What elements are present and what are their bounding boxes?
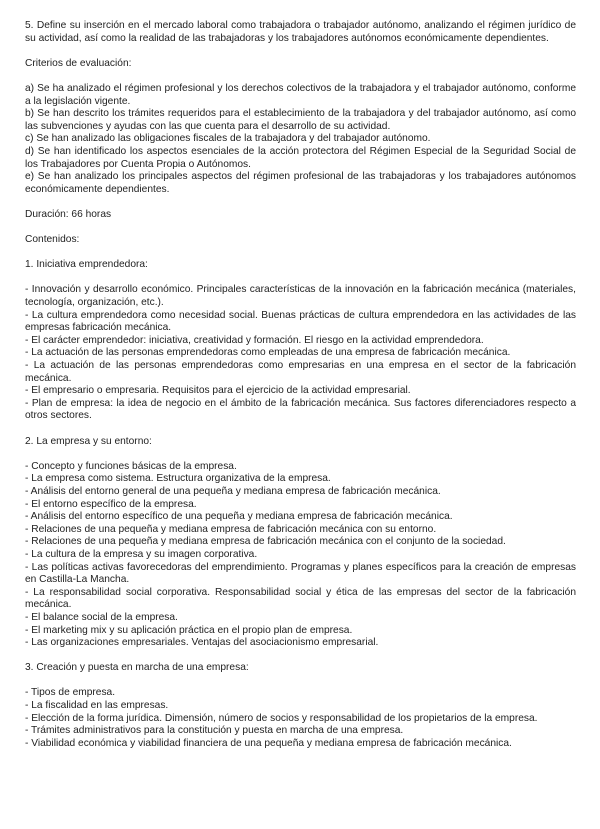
criterion-item: b) Se han descrito los trámites requeridos para el establecimiento de la trabajadora y del trabajador autónomo, así como las subvenciones y ayudas con las que cuenta para el desarrollo de su actividad. (25, 108, 576, 132)
content-item: - Relaciones de una pequeña y mediana empresa de fabricación mecánica con el conjunto de la sociedad. (25, 536, 506, 548)
section-items (25, 284, 576, 423)
content-item: - Análisis del entorno específico de una pequeña y mediana empresa de fabricación mecánica. (25, 511, 453, 523)
criterion-item: c) Se han analizado las obligaciones fiscales de la trabajadora y del trabajador autónomo. (25, 133, 431, 145)
learning-outcome-intro: 5. Define su inserción en el mercado laboral como trabajadora o trabajador autónomo, analizando el régimen jurídico de su actividad, así como la realidad de las trabajadoras y los trabajadores autónomos económicamente dependientes. (25, 20, 576, 44)
content-item: - La cultura de la empresa y su imagen corporativa. (25, 548, 258, 560)
section-title: 2. La empresa y su entorno: (25, 435, 152, 447)
contents-heading: Contenidos: (25, 234, 80, 246)
content-item: - La responsabilidad social corporativa. Responsabilidad social y ética de las empresas del sector de la fabricación mecánica. (25, 586, 576, 611)
content-item: - Innovación y desarrollo económico. Principales características de la innovación en la fabricación mecánica (materiales, tecnología, organización, etc.). (25, 284, 576, 309)
content-item: - Elección de la forma jurídica. Dimensión, número de socios y responsabilidad de los propietarios de la empresa. (25, 712, 538, 724)
criteria-heading: Criterios de evaluación: (25, 57, 132, 69)
criteria-list (25, 83, 576, 196)
section-items (25, 461, 576, 650)
content-item: - El marketing mix y su aplicación práctica en el propio plan de empresa. (25, 624, 353, 636)
content-item: - Análisis del entorno general de una pequeña y mediana empresa de fabricación mecánica. (25, 485, 441, 497)
content-item: - La actuación de las personas emprendedoras como empleadas de una empresa de fabricación mecánica. (25, 347, 511, 359)
criterion-item: d) Se han identificado los aspectos esenciales de la acción protectora del Régimen Especial de la Seguridad Social de los Trabajadores por Cuenta Propia o Autónomos. (25, 145, 576, 170)
content-item: - La fiscalidad en las empresas. (25, 700, 169, 712)
content-item: - El empresario o empresaria. Requisitos para el ejercicio de la actividad empresarial. (25, 385, 411, 397)
criterion-item: a) Se ha analizado el régimen profesional y los derechos colectivos de la trabajadora y el trabajador autónomo, conforme a la legislación vigente. (25, 82, 576, 107)
content-item: - La cultura emprendedora como necesidad social. Buenas prácticas de cultura emprendedora en las actividades de las empresas fabricación mecánica. (25, 309, 576, 334)
content-item: - Las organizaciones empresariales. Ventajas del asociacionismo empresarial. (25, 637, 379, 649)
section-title: 1. Iniciativa emprendedora: (25, 259, 148, 271)
content-item: - Tipos de empresa. (25, 687, 116, 699)
duration: Duración: 66 horas (25, 208, 112, 220)
section-items (25, 687, 576, 750)
content-item: - Concepto y funciones básicas de la empresa. (25, 460, 237, 472)
content-item: - Viabilidad económica y viabilidad financiera de una pequeña y mediana empresa de fabricación mecánica. (25, 737, 512, 749)
content-item: - El carácter emprendedor: iniciativa, creatividad y formación. El riesgo en la actividad emprendedora. (25, 334, 484, 346)
content-item: - La empresa como sistema. Estructura organizativa de la empresa. (25, 473, 331, 485)
section-title: 3. Creación y puesta en marcha de una empresa: (25, 662, 249, 674)
content-item: - Las políticas activas favorecedoras del emprendimiento. Programas y planes específicos para la creación de empresas en Castilla-La Mancha. (25, 561, 576, 586)
content-item: - Trámites administrativos para la constitución y puesta en marcha de una empresa. (25, 725, 404, 737)
content-item: - Plan de empresa: la idea de negocio en el ámbito de la fabricación mecánica. Sus factores diferenciadores respecto a otros sectores. (25, 397, 576, 422)
criterion-item: e) Se han analizado los principales aspectos del régimen profesional de las trabajadoras y los trabajadores autónomos económicamente dependientes. (25, 171, 576, 195)
content-item: - Relaciones de una pequeña y mediana empresa de fabricación mecánica con su entorno. (25, 523, 437, 535)
content-item: - El balance social de la empresa. (25, 611, 178, 623)
content-item: - La actuación de las personas emprendedoras como empresarias en una empresa en el sector de la fabricación mecánica. (25, 360, 576, 384)
content-item: - El entorno específico de la empresa. (25, 498, 197, 510)
